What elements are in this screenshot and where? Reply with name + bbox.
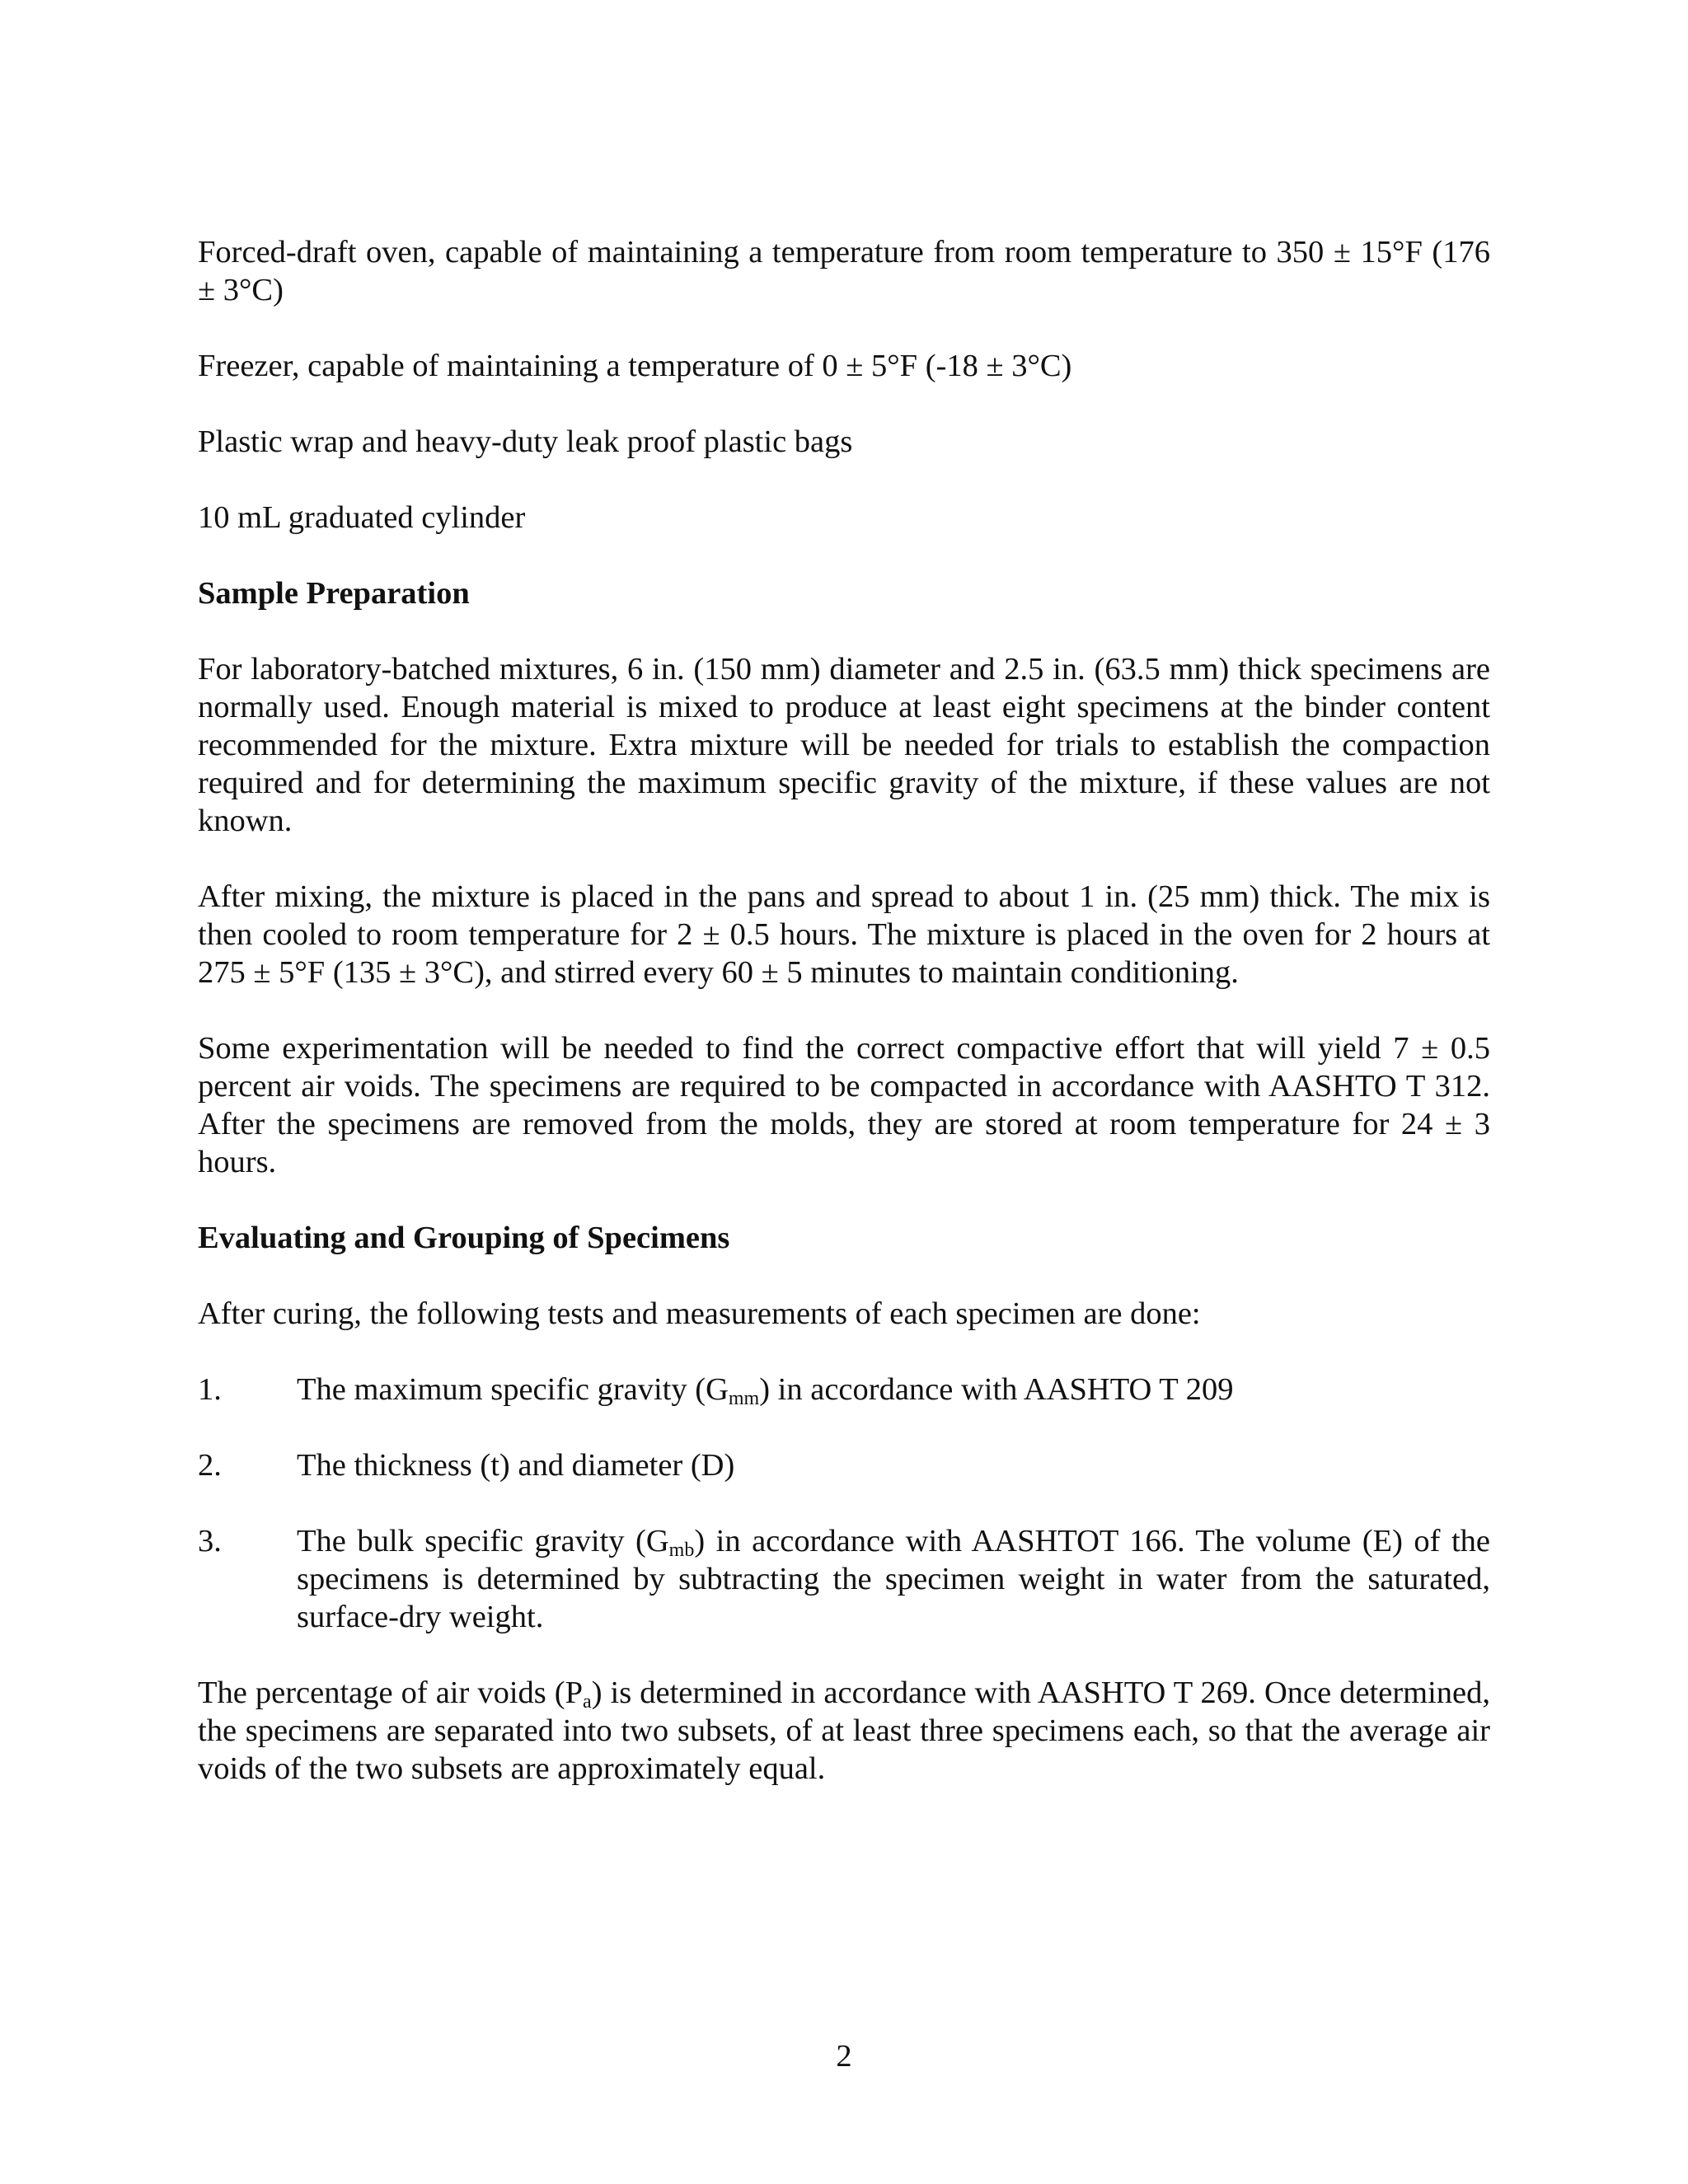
apparatus-graduated-cylinder: 10 mL graduated cylinder [198,500,526,535]
sample-preparation-paragraph-1: For laboratory-batched mixtures, 6 in. (150 mm) diameter and 2.5 in. (63.5 mm) thick specimens are normally used. Enough material is mixed to produce at least eight specimens at the binder content recommended for the mixture. Extra mixture will be needed for trials to establish the compaction required and for determining the maximum specific gravity of the mixture, if these values are not known. [198,652,1490,838]
evaluating-intro: After curing, the following tests and measurements of each specimen are done: [198,1296,1201,1331]
list-item-1 [198,1371,1490,1408]
list-text: The maximum specific gravity $(G_{mm})$ in accordance with AASHTO T 209 [297,1372,1234,1409]
apparatus-oven: Forced-draft oven, capable of maintaining a temperature from room temperature to 350 ± 15°F (176 ± 3°C) [198,235,1490,307]
list-number: 2. [198,1448,222,1483]
list-item-2 [198,1446,1490,1484]
sample-preparation-paragraph-3: Some experimentation will be needed to find the correct compactive effort that will yield 7 ± 0.5 percent air voids. The specimens are required to be compacted in accordance with AASHTO T 312. After the specimens are removed from the molds, they are stored at room temperature for 24 ± 3 hours. [198,1031,1490,1179]
page-number: 2 [836,2039,852,2074]
apparatus-freezer: Freezer, capable of maintaining a temperature of 0 ± 5°F (-18 ± 3°C) [198,349,1072,383]
apparatus-plastic-wrap: Plastic wrap and heavy-duty leak proof plastic bags [198,424,853,459]
list-text: The thickness (t) and diameter (D) [297,1448,735,1483]
heading-sample-preparation: Sample Preparation [198,576,470,611]
subscript-mm: mm [728,1388,760,1409]
evaluating-closing-paragraph: The percentage of air voids $(P_a)$ is determined in accordance with AASHTO T 269. Once determined, the specimens are separated into two subsets, of at least three specimens each, so that the average air voids of the two subsets are approximately equal. [198,1675,1490,1786]
list-number: 3. [198,1524,222,1558]
heading-evaluating-grouping: Evaluating and Grouping of Specimens [198,1221,730,1255]
sample-preparation-paragraph-2: After mixing, the mixture is placed in the pans and spread to about 1 in. (25 mm) thick. The mix is then cooled to room temperature for 2 ± 0.5 hours. The mixture is placed in the oven for 2 hours at 275 ± 5°F (135 ± 3°C), and stirred every 60 ± 5 minutes to maintain conditioning. [198,879,1490,990]
subscript-a: a [583,1691,592,1713]
document-page [198,233,1490,1825]
list-text: The bulk specific gravity $(G_{mb})$ in accordance with AASHTOT 166. The volume (E) of the specimens is determined by subtracting the specimen weight in water from the saturated, surface-dry weight. [297,1524,1490,1634]
subscript-mb: mb [668,1540,695,1561]
list-number: 1. [198,1372,222,1407]
list-item-3 [198,1522,1490,1636]
